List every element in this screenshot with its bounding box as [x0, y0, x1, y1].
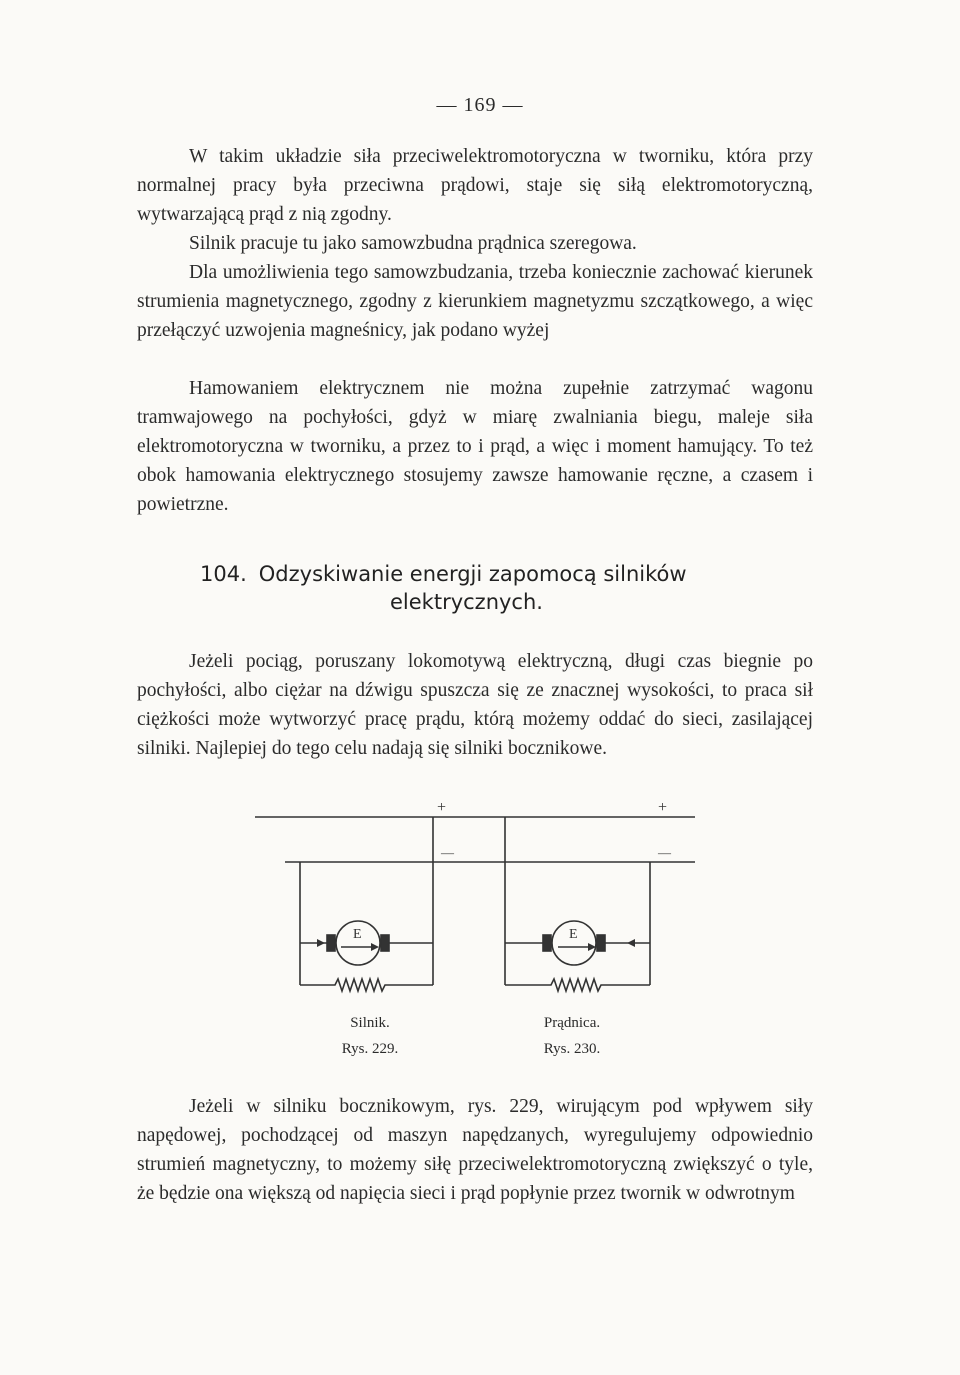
circuit-figure [255, 795, 695, 995]
section-heading [200, 560, 800, 616]
minus-label-right: — [658, 845, 671, 860]
paragraph-1: W takim układzie siła przeciwelektromotoryczna w tworniku, która przy normalnej pracy była przeciwna prądowi, staje się siłą elektromotoryczną, wytwarzającą prąd z nią zgodny. [137, 146, 813, 225]
section-title-line1: Odzyskiwanie energji zapomocą silników [258, 562, 687, 586]
machine-label-left: E [353, 927, 362, 942]
paragraph-3: Dla umożliwienia tego samowzbudzania, trzeba koniecznie zachować kierunek strumienia magnetycznego, zgodny z kierunkiem magnetyzmu szczątkowego, a więc przełączyć uzwojenia magneśnicy, jak podano wyżej [137, 262, 813, 341]
left-current-arrow [317, 939, 325, 947]
plus-label-left: + [437, 799, 447, 816]
minus-label-left: — [441, 845, 454, 860]
caption-left-fig: Rys. 229. [341, 1041, 399, 1057]
caption-left [300, 1010, 440, 1062]
caption-right-fig: Rys. 230. [543, 1041, 601, 1057]
left-field-winding [300, 979, 433, 991]
left-arrow-head [371, 943, 379, 951]
paragraph-6: Jeżeli w silniku bocznikowym, rys. 229, wirującym pod wpływem siły napędowej, pochodzącej od maszyn napędzanych, wyregulujemy odpowiednio strumień magnetyczny, to możemy siłę przeciwelektromotoryczną zwiększyć o tyle, że będzie ona większą od napięcia sieci i prąd popłynie przez twornik w odwrotnym [137, 1096, 813, 1204]
caption-right [502, 1010, 642, 1062]
circuit-diagram [255, 795, 695, 995]
paragraph-2: Silnik pracuje tu jako samowzbudna prądnica szeregowa. [189, 233, 637, 254]
caption-left-title: Silnik. [350, 1015, 390, 1031]
right-current-arrow [627, 939, 635, 947]
plus-label-right: + [658, 799, 668, 816]
page-number: — 169 — [436, 94, 524, 116]
paragraph-4: Hamowaniem elektrycznem nie można zupełnie zatrzymać wagonu tramwajowego na pochyłości, gdyż w miarę zwalniania biegu, maleje siła elektromotoryczna w tworniku, a przez to i prąd, a więc i moment hamujący. To też obok hamowania elektrycznego stosujemy zawsze hamowanie ręczne, a czasem i powietrzne. [137, 378, 813, 515]
section-title-line2: elektrycznych. [390, 590, 543, 614]
caption-right-title: Prądnica. [543, 1015, 601, 1031]
machine-label-right: E [569, 927, 578, 942]
section-number: 104. [200, 562, 247, 586]
paragraph-5: Jeżeli pociąg, poruszany lokomotywą elektryczną, długi czas biegnie po pochyłości, albo ciężar na dźwigu spuszcza się ze znacznej wysokości, to praca sił ciężkości może wytworzyć pracę prądu, którą możemy oddać do sieci, zasilającej silniki. Najlepiej do tego celu nadają się silniki bocznikowe. [137, 651, 813, 759]
right-field-winding [505, 979, 650, 991]
